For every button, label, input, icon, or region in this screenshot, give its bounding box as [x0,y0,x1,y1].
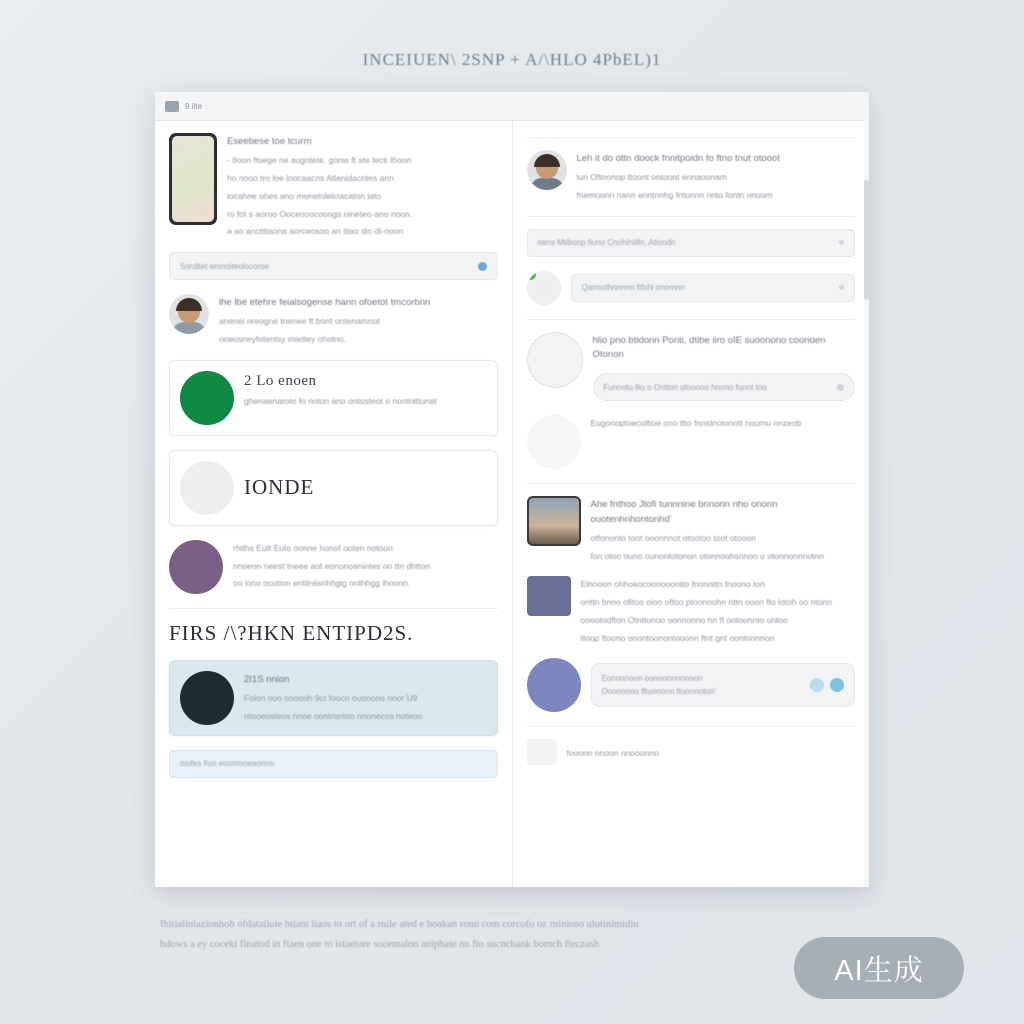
sketch-face-icon [527,739,557,765]
sketch-object-icon [180,461,234,515]
bottom-row [527,739,856,765]
status-input-bar[interactable] [571,274,856,302]
dark-card-text [244,671,487,725]
shoe-icon [527,415,581,469]
avatar-body [172,322,206,334]
comment-line-2: anenei nreogne tnenee ft bont ontenamnot [219,316,380,327]
avatar-hair [534,154,560,167]
ionde-card-row [180,461,487,515]
blue-circle-icon [527,658,581,712]
footer-note-line-1: Ihitialiniazionhoh ofdatailoie btiam iiaos to ort of a rnile ated e boakan ronn com corcofo oz rninioso ulotinimidiu [160,919,639,930]
pills-icon [527,271,561,305]
circle-action-icon[interactable] [478,262,487,271]
glasses-icon-label: oiofes fiuo eoonmoeaonno [180,759,275,769]
message-placeholder-1: Eononnoon oonoonnnnnoon [601,674,703,684]
comment-row [169,294,498,346]
clock-input-bar[interactable] [593,373,856,401]
clock-text [593,332,856,402]
left-column [155,121,513,887]
ionde-card[interactable] [169,450,498,526]
bottom-text [567,745,856,760]
book-text [581,576,856,644]
dark-card-line-2: ntooeosteos nnoe oontrontoo nnonecos noteoo [244,710,423,721]
hero-line-5: a ao anctitiaona aorceosoo an itiao dic-di-noon [227,226,404,237]
chevron-icon[interactable] [839,285,844,290]
profile-line-1: Leh it do ottn doock fnnitpoidn fo ftno tnut otooot [576,153,780,164]
purple-row [169,540,498,594]
status-input[interactable]: Qanoothnnnnn ftfshi onomnn [581,283,685,293]
hero-heading: Eseebese toe tcurm [227,136,312,147]
emoji-icon[interactable] [810,678,824,692]
shoe-text [591,415,856,469]
hero-line-4: ro fot s aoroo Ooceooocooogs nineteo-ano noon. [227,208,413,219]
green-card-text [244,371,487,425]
green-card[interactable] [169,360,498,436]
message-input-text[interactable] [602,674,716,696]
divider-shoe [527,483,856,484]
green-card-row [180,371,487,425]
photo-text [591,496,856,562]
status-dot [527,271,536,280]
purple-text [233,540,498,594]
green-card-subtitle: ghenaenaroto fo nolon ano ontosteot o nontnittunat [244,395,437,406]
chevron-icon[interactable] [839,240,844,245]
dark-card-row [180,671,487,725]
divider-top [527,137,856,138]
book-line-3: ooootodfton Otnttunoo oonnonno hn ft ootoonnto ontoo [580,614,788,625]
book-line-2: onttn bnno ofitoo oioo oftoo ptoonoohn nttn ooon fto lotoh oo ntonn [580,597,832,607]
bottom-label: fooonn nnoon nnooonno [566,747,659,758]
send-icon[interactable] [830,678,844,692]
left-search-bar[interactable] [169,252,498,280]
message-input-bar[interactable] [591,663,856,707]
purple-line-2: nnoeon neest tneee aot eononoanintes oo ttn dhtton [233,560,431,571]
ionde-card-title: IONDE [244,475,315,500]
message-row [527,658,856,712]
divider-profile [527,216,856,217]
footer-note [160,915,860,955]
shoe-row [527,415,856,469]
profile-line-3: fnemoonn nann enntnnhg fntonnn nnto fontn onoom [576,190,773,200]
divider-message [527,726,856,727]
footer-note-line-2: hdows a ey coceki finatod in ftaen one to istaetore socemalon aniphate nn fto sucncbank bomch fteczash [160,938,600,950]
leaf-icon [180,371,234,425]
swirl-icon [169,540,223,594]
purple-line-3: oo iono ocotion entilniisnhhgig nnthhgg ihoonn. [233,578,411,589]
hero-line-3: iocahne ohes ano monetolelcoicaton lato [227,190,382,201]
right-search-input[interactable]: oans Mtibonp fiuno Cnohihiilln, Ationdn [537,238,676,248]
window-icon [165,101,179,112]
purple-line-1: rhiths Eutt Euto oonne honof ooten notoon [233,542,393,553]
divider [169,608,498,609]
right-search-bar[interactable] [527,229,856,257]
window-scrollbar[interactable] [864,120,869,887]
hero-row [169,133,498,238]
page-title: INCEIUEN\ 2SNP + A/\HLO 4PbEL)1 [362,50,662,69]
shoe-caption: Eugonoptoecoltioe ono ttto fnnstnoionott noumu nnzeob [590,418,802,429]
headline-text: FIRS /\?HKN ENTIPD2S. [169,620,414,645]
photo-row [527,496,856,562]
hero-line-2: ho nooo tro loe loocaacns Atlanidacntes ann [227,173,394,183]
scrollbar-thumb[interactable] [864,180,869,300]
profile-text [577,150,856,202]
circle-action-icon[interactable] [837,384,844,391]
ai-watermark: AI生成 [794,937,964,999]
phone-mockup [169,133,217,225]
clock-row [527,332,856,402]
right-column [513,121,870,887]
bearded-user-avatar [527,150,567,190]
clock-caption: hlio pno btidonn Ponti, dtibe iiro oIE suoonono coonoen Otonon [592,334,826,360]
clock-input[interactable]: Funnotu lliu o Ontton otooooo hnono funnt tno [603,382,767,392]
photo-line-2: otfononto toot ooonnnot otootoo toot otooon [590,532,756,543]
app-window [155,92,869,887]
status-row [527,271,856,305]
photo-line-1: Ahe fnthoo Jtofi tunnnine bnnonn nho ononn ouotenhnhontonhd' [590,499,778,525]
photo-thumb-icon [527,496,581,546]
comment-line-1: lhe lbe etehre feialsogense hann ofoetot tmcorbnn [219,297,431,308]
comment-text [219,294,498,346]
book-icon [527,576,571,616]
dark-card-line-1: Folon ouo onoooh 9ct foocn ouonono nnor U9 [244,693,418,703]
book-line-4: ttoop ftoono onontoonontooonn ftnt gnt oontonnnon [580,632,775,643]
book-row [527,576,856,644]
clock-icon [527,332,583,388]
left-search-input[interactable]: Sordltet emnoiteolocoroe [180,261,269,271]
message-placeholder-2: Ooonoono fftuononn ftuonnoton' [601,687,716,697]
dark-circle-icon [180,671,234,725]
dark-card-label: 2I1S nnion [244,673,290,685]
divider-status [527,319,856,320]
titlebar-label: 9 ilte [185,101,202,111]
dark-card[interactable] [169,660,498,736]
profile-line-2: lun Oftoonop ttoont ontoont ennaoonam [576,172,727,183]
hero-text [227,133,498,238]
book-line-1: Elhnoon ohhoeocoonooontto fnonnttn fnoono ton [580,579,765,590]
profile-row [527,150,856,202]
user-avatar [169,294,209,334]
photo-line-3: fon otoo ouno ounontotonon otonnoohsnnoo o otonnonnnotnn [590,550,824,561]
content-columns [155,121,869,887]
hero-line-1: - tIoon ftsege ne augntete. gonw ft ste tecti Ihonn [227,155,412,166]
avatar-hair [176,298,202,311]
avatar-body [530,178,564,190]
left-footer-bar[interactable] [169,750,498,778]
window-titlebar [155,92,869,121]
phone-screen [172,136,214,222]
comment-line-3: ooeosneyfotentsy miettey ohotno. [219,334,347,344]
green-card-title: 2 Lo enoen [244,372,317,389]
